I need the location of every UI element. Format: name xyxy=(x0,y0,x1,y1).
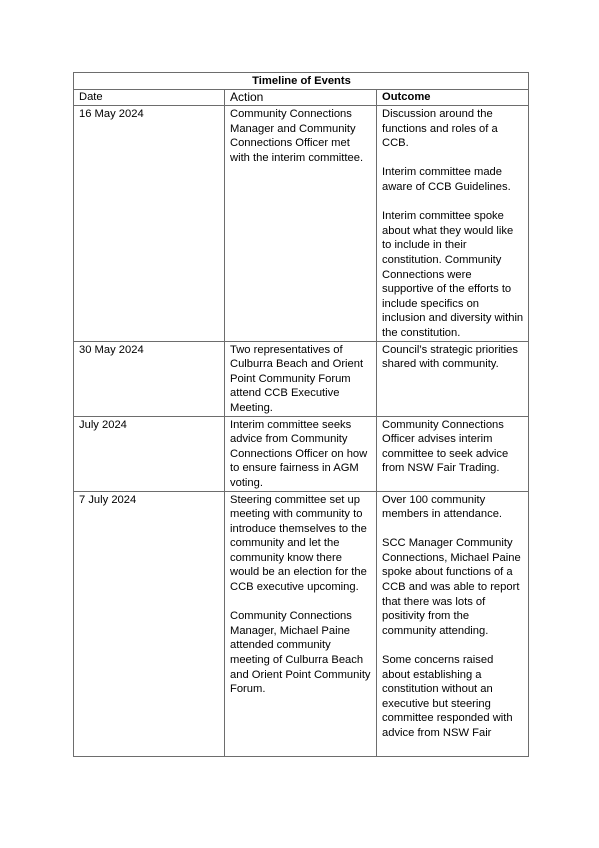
table-row xyxy=(74,416,529,491)
table-row xyxy=(74,106,529,342)
action-cell xyxy=(225,341,377,416)
header-action: Action xyxy=(225,90,377,106)
outcome-text: Discussion around the functions and roles of a CCB. xyxy=(382,108,498,150)
date-cell xyxy=(74,106,225,342)
timeline-table xyxy=(73,72,529,757)
action-cell xyxy=(225,491,377,756)
action-text: Steering committee set up meeting with community to introduce themselves to the community and let the community know there would be an election for the CCB executive upcoming. xyxy=(230,493,367,594)
action-text: Two representatives of Culburra Beach and Orient Point Community Forum attend CCB Executive Meeting. xyxy=(230,343,364,414)
action-cell xyxy=(225,106,377,342)
table-row xyxy=(74,341,529,416)
action-text: Interim committee seeks advice from Community Connections Officer on how to ensure fairness in AGM voting. xyxy=(230,418,368,489)
date-text: 16 May 2024 xyxy=(79,108,144,120)
outcome-cell xyxy=(377,341,529,416)
outcome-text: Interim committee made aware of CCB Guidelines. xyxy=(382,166,511,193)
outcome-text: Community Connections Officer advises interim committee to seek advice from NSW Fair Trading. xyxy=(382,418,509,475)
header-date: Date xyxy=(74,90,225,106)
outcome-text: Interim committee spoke about what they would like to include in their constitution. Community Connections were supportive of the efforts to include specifics on inclusion and diversity within the constitution. xyxy=(382,210,524,339)
outcome-cell xyxy=(377,491,529,756)
date-cell xyxy=(74,491,225,756)
date-text: 7 July 2024 xyxy=(79,493,137,506)
outcome-text: Some concerns raised about establishing a constitution without an executive but steering committee responded with advice from NSW Fair xyxy=(382,654,513,739)
header-outcome: Outcome xyxy=(377,90,529,106)
table-header-row xyxy=(74,90,529,106)
outcome-text: Over 100 community members in attendance. xyxy=(382,493,503,521)
table-title-row xyxy=(74,73,529,90)
date-cell xyxy=(74,341,225,416)
action-text: Community Connections Manager, Michael Paine attended community meeting of Culburra Beach and Orient Point Community Forum. xyxy=(230,610,371,696)
outcome-text: Council’s strategic priorities shared with community. xyxy=(382,343,518,371)
action-cell xyxy=(225,416,377,491)
outcome-cell xyxy=(377,416,529,491)
table-title: Timeline of Events xyxy=(74,73,529,90)
action-text: Community Connections Manager and Community Connections Officer met with the interim committee. xyxy=(230,108,364,164)
table-row xyxy=(74,491,529,756)
outcome-text: SCC Manager Community Connections, Michael Paine spoke about functions of a CCB and was able to report that there was lots of positivity from the community attending. xyxy=(382,537,521,637)
date-cell xyxy=(74,416,225,491)
outcome-cell xyxy=(377,106,529,342)
date-text: 30 May 2024 xyxy=(79,343,144,356)
date-text: July 2024 xyxy=(79,418,127,431)
